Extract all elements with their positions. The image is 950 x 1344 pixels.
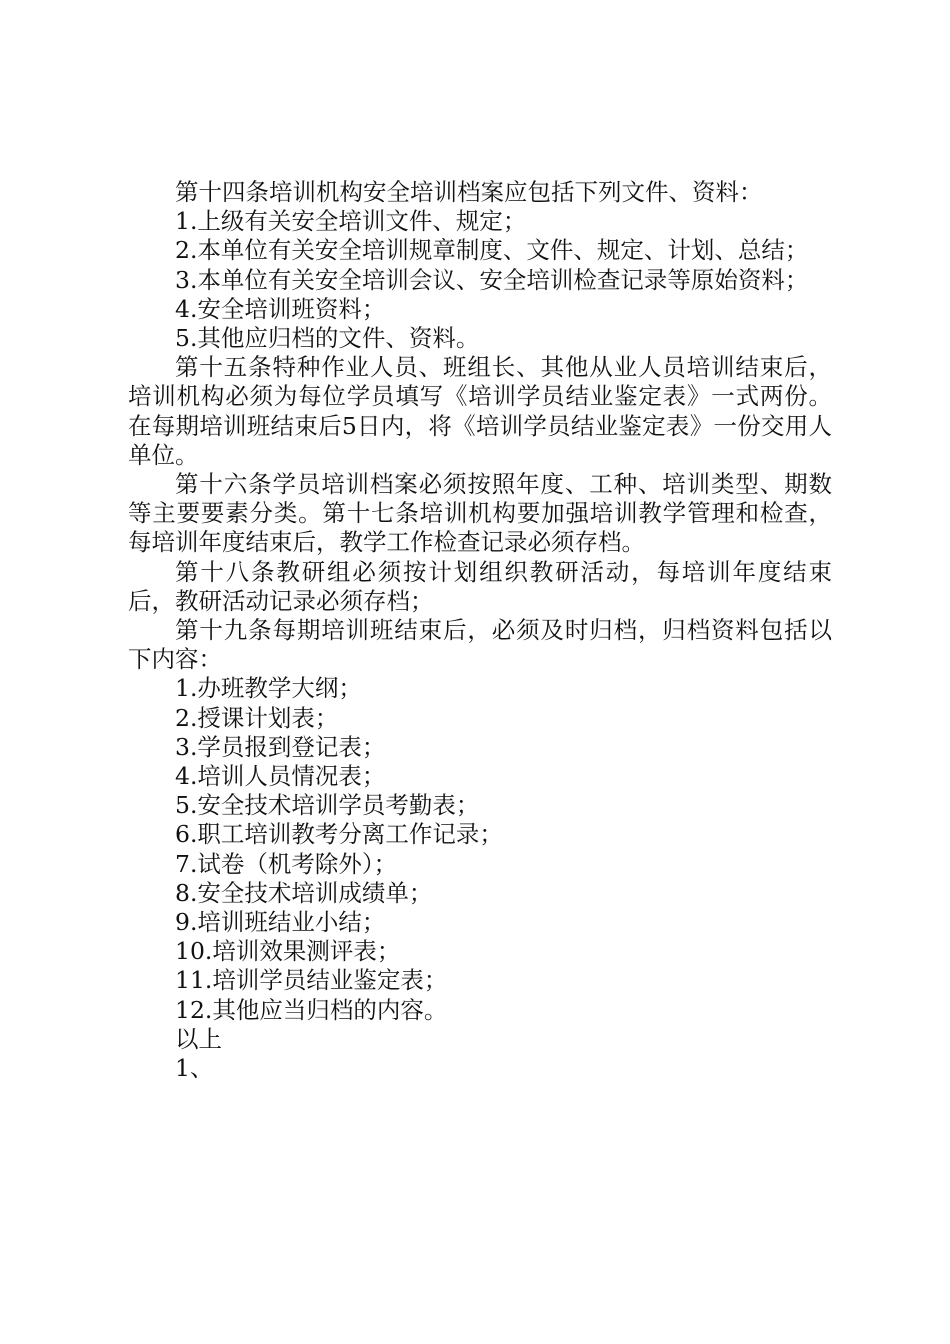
list-item: 2.本单位有关安全培训规章制度、文件、规定、计划、总结；	[175, 236, 809, 265]
list-item: 9.培训班结业小结；	[175, 908, 386, 937]
list-item: 6.职工培训教考分离工作记录；	[175, 820, 503, 849]
list-item: 10.培训效果测评表；	[175, 937, 401, 966]
article-16-17-paragraph: 第十六条学员培训档案必须按照年度、工种、培训类型、期数等主要要素分类。第十七条培训机构要加强培训教学管理和检查，每培训年度结束后，教学工作检查记录必须存档。	[128, 470, 832, 557]
document-body	[128, 178, 832, 1083]
closing-numbering: 1、	[175, 1054, 214, 1083]
list-item: 4.培训人员情况表；	[175, 762, 386, 791]
list-item: 3.本单位有关安全培训会议、安全培训检查记录等原始资料；	[175, 265, 809, 294]
list-item: 11.培训学员结业鉴定表；	[175, 966, 448, 995]
list-item: 2.授课计划表；	[175, 703, 339, 732]
list-item: 8.安全技术培训成绩单；	[175, 878, 433, 907]
list-item: 7.试卷（机考除外）；	[175, 849, 398, 878]
article-19-paragraph: 第十九条每期培训班结束后，必须及时归档，归档资料包括以下内容：	[128, 616, 832, 674]
article-15-paragraph: 第十五条特种作业人员、班组长、其他从业人员培训结束后，培训机构必须为每位学员填写《培训学员结业鉴定表》一式两份。在每期培训班结束后5日内，将《培训学员结业鉴定表》一份交用人单位。	[128, 353, 832, 469]
list-item: 4.安全培训班资料；	[175, 294, 386, 323]
article-14-paragraph: 第十四条培训机构安全培训档案应包括下列文件、资料：	[175, 178, 763, 206]
list-item: 5.安全技术培训学员考勤表；	[175, 791, 480, 820]
list-item: 5.其他应归档的文件、资料。	[175, 324, 480, 353]
list-item: 1.办班教学大纲；	[175, 674, 362, 703]
list-item: 1.上级有关安全培训文件、规定；	[175, 207, 527, 236]
list-item: 3.学员报到登记表；	[175, 732, 386, 761]
list-item: 12.其他应当归档的内容。	[175, 995, 448, 1024]
closing-text: 以上	[175, 1024, 222, 1053]
article-18-paragraph: 第十八条教研组必须按计划组织教研活动，每培训年度结束后，教研活动记录必须存档；	[128, 557, 832, 615]
